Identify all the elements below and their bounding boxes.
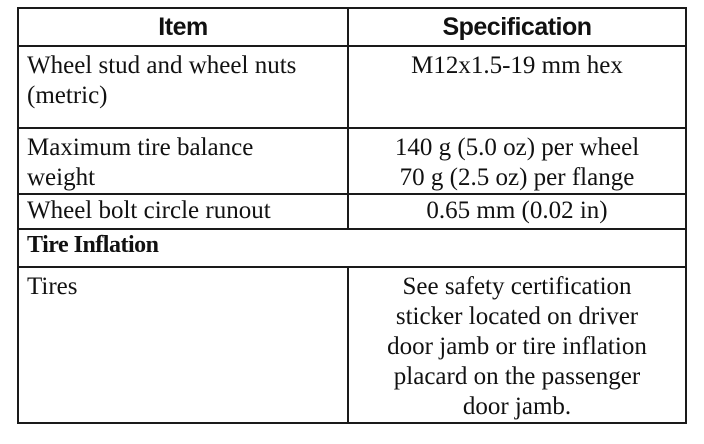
column-header-specification: Specification bbox=[348, 8, 686, 46]
table-header-row bbox=[18, 8, 686, 46]
item-text-line: Maximum tire balance bbox=[27, 134, 254, 161]
spec-text-line: door jamb or tire inflation bbox=[387, 333, 647, 360]
table-row bbox=[18, 194, 686, 229]
item-text-line: Wheel stud and wheel nuts bbox=[27, 52, 297, 79]
item-cell bbox=[18, 128, 348, 194]
spec-text-line: See safety certification bbox=[402, 273, 632, 300]
item-text-line: weight bbox=[27, 164, 96, 191]
table-row bbox=[18, 46, 686, 128]
item-cell bbox=[18, 267, 348, 423]
section-header-row bbox=[18, 229, 686, 267]
specification-cell bbox=[348, 46, 686, 128]
item-text-line: (metric) bbox=[27, 82, 108, 109]
section-title: Tire Inflation bbox=[18, 229, 686, 267]
item-text-line: Wheel bolt circle runout bbox=[27, 197, 271, 224]
spec-text-line: 140 g (5.0 oz) per wheel bbox=[394, 134, 640, 161]
item-text-line: Tires bbox=[27, 273, 78, 300]
spec-text-line: 0.65 mm (0.02 in) bbox=[426, 197, 608, 224]
specification-cell bbox=[348, 128, 686, 194]
spec-text-line: M12x1.5-19 mm hex bbox=[411, 52, 623, 79]
table-row bbox=[18, 267, 686, 423]
specification-cell bbox=[348, 267, 686, 423]
column-header-item: Item bbox=[18, 8, 348, 46]
wheel-tire-spec-table bbox=[17, 7, 687, 424]
spec-text-line: 70 g (2.5 oz) per flange bbox=[399, 164, 635, 191]
item-cell bbox=[18, 194, 348, 229]
item-cell bbox=[18, 46, 348, 128]
spec-text-line: placard on the passenger bbox=[393, 363, 641, 390]
spec-text-line: sticker located on driver bbox=[395, 303, 639, 330]
spec-text-line: door jamb. bbox=[462, 393, 572, 420]
specification-cell bbox=[348, 194, 686, 229]
table-row bbox=[18, 128, 686, 194]
